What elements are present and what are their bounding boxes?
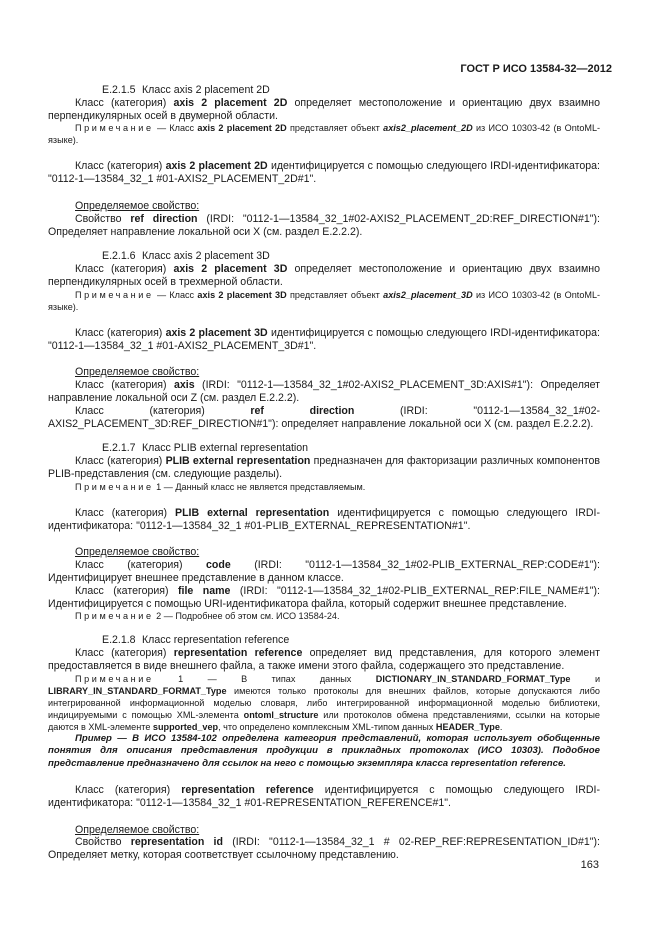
class-definition: Класс (категория) PLIB external representation предназначен для факторизации различных компонентов PLIB-представления (см. следующие разделы). xyxy=(48,455,600,480)
class-identifier: Класс (категория) PLIB external representation идентифицируется с помощью следующего IRDI-идентификатора: "0112-1—13584_32_1 #01-PLIB_EXTERNAL_REPRESENTATION#1". xyxy=(48,506,601,532)
note-label: Примечание xyxy=(75,289,154,300)
property-definition: Класс (категория) ref direction (IRDI: "0112-1—13584_32_1#02-AXIS2_PLACEMENT_3D:REF_DIRECTION#1"): определяет направление локальной оси X (см. раздел E.2.2.2). xyxy=(48,404,600,430)
property-definition: Класс (категория) code (IRDI: "0112-1—13584_32_1#02-PLIB_EXTERNAL_REP:CODE#1"): Идентифицирует внешнее представление в данном классе. xyxy=(48,559,601,584)
property-heading: Определяемое свойство: xyxy=(75,823,200,836)
property-definition: Класс (категория) axis (IRDI: "0112-1—13584_32_1#02-AXIS2_PLACEMENT_3D:AXIS#1"): Определяет направление локальной оси Z (см. раздел E.2.2.2). xyxy=(48,379,600,404)
class-definition: Класс (категория) representation reference определяет вид представления, для которого элемент предоставляется в виде внешнего файла, а также имени этого файла, содержащего это представление. xyxy=(48,647,600,672)
standard-header: ГОСТ Р ИСО 13584-32—2012 xyxy=(460,63,612,75)
note-label: Примечание xyxy=(75,481,154,492)
section-title: Класс axis 2 placement 2D xyxy=(142,84,270,96)
class-definition: Класс (категория) axis 2 placement 2D определяет местоположение и ориентацию двух взаимно перпендикулярных осей в двумерной области. xyxy=(48,96,600,122)
property-definition: Свойство representation id (IRDI: "0112-1—13584_32_1 # 02-REP_REF:REPRESENTATION_ID#1"): Определяет метку, которая соответствует ссылочному представлению. xyxy=(48,836,600,862)
section-title: Класс axis 2 placement 3D xyxy=(142,250,270,263)
property-definition: Класс (категория) file name (IRDI: "0112-1—13584_32_1#02-PLIB_EXTERNAL_REP:FILE_NAME#1"): Идентифицируется с помощью URI-идентификатора файла, который содержит внешнее представление. xyxy=(48,584,600,610)
property-definition: Свойство ref direction (IRDI: "0112-1—13584_32_1#02-AXIS2_PLACEMENT_2D:REF_DIRECTION#1"): Определяет направление локальной оси X (см. раздел E.2.2.2). xyxy=(48,212,600,238)
section-number: E.2.1.8 xyxy=(102,634,136,647)
property-heading: Определяемое свойство: xyxy=(75,546,200,559)
example-text: Пример — В ИСО 13584-102 определена категория представлений, которая использует обобщенные понятия для описания представления продукции в прикладных протоколах (ИСО 10303). Подобное представление предназначено для ссылок на него с помощью экземпляра класса representation reference. xyxy=(48,732,600,769)
class-identifier: Класс (категория) representation reference идентифицируется с помощью следующего IRDI-идентификатора: "0112-1—13584_32_1 #01-REPRESENTATION_REFERENCE#1". xyxy=(48,783,601,809)
note: Примечание — Класс axis 2 placement 3D представляет объект axis2_placement_3D из ИСО 10303-42 (в OntoML-языке). xyxy=(48,289,601,312)
note-label: Примечание xyxy=(75,123,154,134)
section-heading-e217 xyxy=(48,442,600,455)
section-number: E.2.1.6 xyxy=(102,250,136,263)
class-identifier: Класс (категория) axis 2 placement 2D идентифицируется с помощью следующего IRDI-идентификатора: "0112-1—13584_32_1 #01-AXIS2_PLACEMENT_2D#1". xyxy=(48,160,601,186)
section-title: Класс PLIB external representation xyxy=(142,442,309,455)
section-number: E.2.1.5 xyxy=(102,84,136,96)
note-label: Примечание xyxy=(75,611,154,622)
class-definition: Класс (категория) axis 2 placement 3D определяет местоположение и ориентацию двух взаимно перпендикулярных осей в трехмерной области. xyxy=(48,263,600,288)
note: Примечание 1 — В типах данных DICTIONARY_IN_STANDARD_FORMAT_Type и LIBRARY_IN_STANDARD_FORMAT_Type имеются только протоколы для внешних файлов, которые допускаются либо интегрированной информационной моделью словаря, либо интегрированной информационной моделью библиотеки, индицируемыми с помощью XML-элемента ontoml_structure или протоколов обмена представлениями, ссылки на которые даются в XML-элементе supported_vep, что определено комплексным XML-типом данных HEADER_Type. xyxy=(48,673,601,732)
property-heading: Определяемое свойство: xyxy=(75,199,200,212)
page-number: 163 xyxy=(580,859,599,871)
section-title: Класс representation reference xyxy=(142,634,290,647)
section-heading-e216 xyxy=(48,250,600,263)
note-label: Примечание xyxy=(75,673,154,684)
note: Примечание 2 — Подробнее об этом см. ИСО 13584-24. xyxy=(75,611,340,622)
note: Примечание — Класс axis 2 placement 2D представляет объект axis2_placement_2D из ИСО 10303-42 (в OntoML-языке). xyxy=(48,123,601,146)
property-heading: Определяемое свойство: xyxy=(75,366,200,379)
page-body xyxy=(48,84,600,862)
section-number: E.2.1.7 xyxy=(102,442,136,455)
class-identifier: Класс (категория) axis 2 placement 3D идентифицируется с помощью следующего IRDI-идентификатора: "0112-1—13584_32_1 #01-AXIS2_PLACEMENT_3D#1". xyxy=(48,326,601,352)
section-heading-e215 xyxy=(48,84,600,97)
section-heading-e218 xyxy=(48,634,600,647)
note: Примечание 1 — Данный класс не является представляемым. xyxy=(75,481,366,492)
